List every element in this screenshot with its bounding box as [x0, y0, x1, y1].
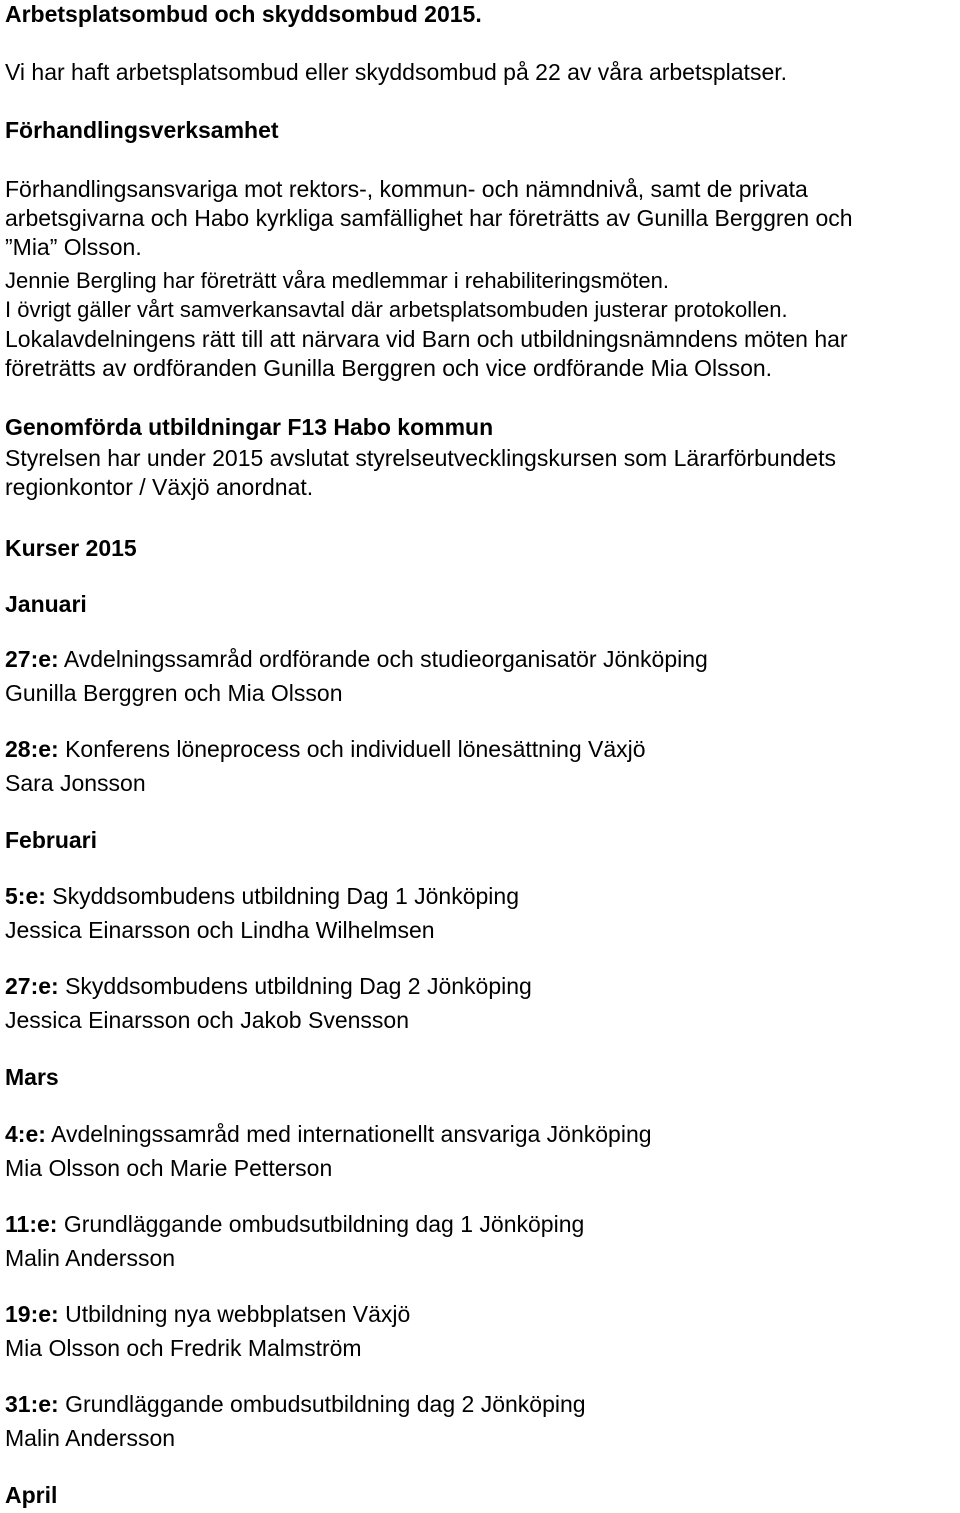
course-title: Konferens löneprocess och individuell lönesättning Växjö [65, 736, 646, 762]
section-heading-kurser: Kurser 2015 [5, 535, 137, 561]
course-participants: Jessica Einarsson och Lindha Wilhelmsen [5, 917, 435, 943]
course-title: Grundläggande ombudsutbildning dag 1 Jönköping [63, 1211, 585, 1237]
course-title: Skyddsombudens utbildning Dag 1 Jönköping [52, 883, 520, 909]
course-participants: Jessica Einarsson och Jakob Svensson [5, 1007, 409, 1033]
course-title: Grundläggande ombudsutbildning dag 2 Jönköping [65, 1391, 586, 1417]
course-date: 27:e: [5, 646, 59, 672]
course-date: 4:e: [5, 1121, 46, 1147]
course-date: 28:e: [5, 736, 59, 762]
section-heading-utbildningar: Genomförda utbildningar F13 Habo kommun [5, 414, 494, 440]
paragraph-line: företrätts av ordföranden Gunilla Berggren och vice ordförande Mia Olsson. [5, 355, 773, 381]
course-date: 31:e: [5, 1391, 59, 1417]
course-entry [5, 1210, 584, 1273]
course-participants: Mia Olsson och Marie Petterson [5, 1155, 333, 1181]
section-heading-arbetsplatsombud: Arbetsplatsombud och skyddsombud 2015. [5, 1, 482, 27]
paragraph-line: arbetsgivarna och Habo kyrkliga samfällighet har företrätts av Gunilla Berggren och [5, 205, 853, 231]
paragraph-line: Styrelsen har under 2015 avslutat styrelseutvecklingskursen som Lärarförbundets [5, 445, 836, 471]
course-entry [5, 1120, 652, 1183]
section-heading-forhandling: Förhandlingsverksamhet [5, 117, 279, 143]
paragraph-arbetsplatsombud: Vi har haft arbetsplatsombud eller skyddsombud på 22 av våra arbetsplatser. [5, 59, 788, 85]
course-date: 19:e: [5, 1301, 59, 1327]
course-title: Utbildning nya webbplatsen Växjö [65, 1301, 411, 1327]
course-participants: Malin Andersson [5, 1245, 176, 1271]
paragraph-line: regionkontor / Växjö anordnat. [5, 474, 314, 500]
course-date: 11:e: [5, 1211, 58, 1237]
course-entry [5, 882, 519, 945]
month-heading-april: April [5, 1482, 58, 1508]
course-participants: Malin Andersson [5, 1425, 176, 1451]
paragraph-line: Förhandlingsansvariga mot rektors-, kommun- och nämndnivå, samt de privata [5, 176, 808, 202]
course-participants: Gunilla Berggren och Mia Olsson [5, 680, 343, 706]
course-entry [5, 972, 532, 1035]
month-heading-mars: Mars [5, 1064, 59, 1090]
course-entry [5, 1390, 586, 1453]
course-participants: Sara Jonsson [5, 770, 146, 796]
course-participants: Mia Olsson och Fredrik Malmström [5, 1335, 362, 1361]
course-title: Skyddsombudens utbildning Dag 2 Jönköping [65, 973, 532, 999]
paragraph-line: Lokalavdelningens rätt till att närvara vid Barn och utbildningsnämndens möten har [5, 326, 848, 352]
course-date: 27:e: [5, 973, 59, 999]
course-date: 5:e: [5, 883, 46, 909]
paragraph-line: Jennie Bergling har företrätt våra medlemmar i rehabiliteringsmöten. [5, 268, 669, 293]
course-entry [5, 645, 708, 708]
paragraph-line: I övrigt gäller vårt samverkansavtal där arbetsplatsombuden justerar protokollen. [5, 297, 788, 322]
month-heading-februari: Februari [5, 827, 98, 853]
course-title: Avdelningssamråd ordförande och studieorganisatör Jönköping [63, 646, 708, 672]
paragraph-line: ”Mia” Olsson. [5, 234, 142, 260]
month-heading-januari: Januari [5, 591, 87, 617]
course-entry [5, 1300, 410, 1363]
course-title: Avdelningssamråd med internationellt ansvariga Jönköping [51, 1121, 652, 1147]
course-entry [5, 735, 646, 798]
